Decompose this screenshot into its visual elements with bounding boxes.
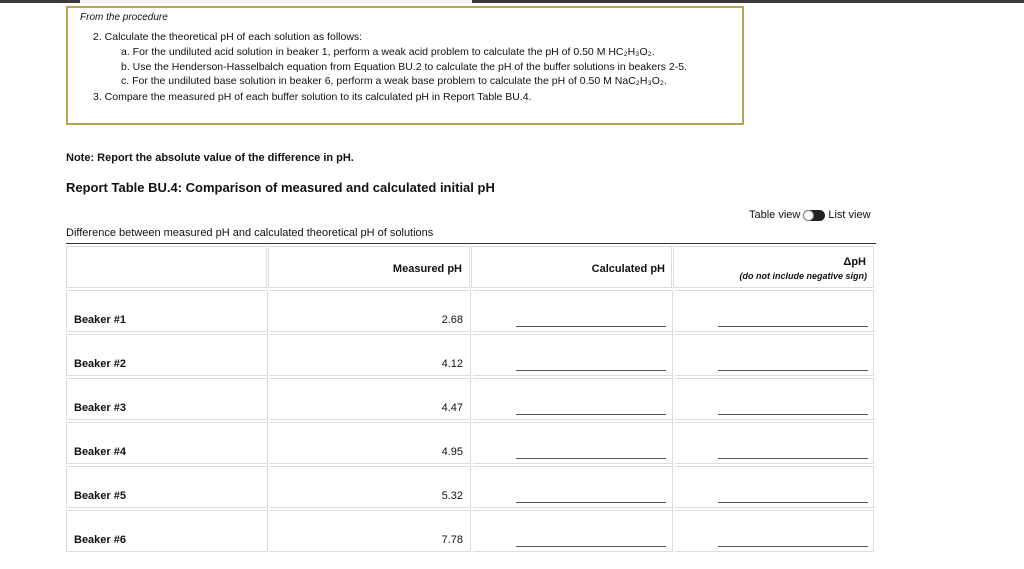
- row-label: Beaker #3: [74, 402, 126, 414]
- delta-ph-input[interactable]: [718, 502, 868, 503]
- procedure-step-2: 2. Calculate the theoretical pH of each solution as follows:: [93, 31, 363, 43]
- table-divider: [66, 243, 876, 244]
- delta-ph-input[interactable]: [718, 458, 868, 459]
- header-measured-cell: [268, 246, 470, 288]
- calculated-ph-input[interactable]: [516, 458, 666, 459]
- row-label: Beaker #5: [74, 490, 126, 502]
- report-table-title: Report Table BU.4: Comparison of measured and calculated initial pH: [66, 180, 495, 195]
- top-bar-gap: [80, 0, 472, 3]
- delta-ph-input[interactable]: [718, 326, 868, 327]
- header-delta-cell: [673, 246, 874, 288]
- procedure-title: From the procedure: [80, 12, 168, 23]
- calculated-ph-input[interactable]: [516, 326, 666, 327]
- delta-ph-input[interactable]: [718, 370, 868, 371]
- header-measured-ph: Measured pH: [392, 263, 462, 275]
- calculated-ph-input[interactable]: [516, 414, 666, 415]
- view-toggle-switch[interactable]: [803, 210, 825, 221]
- view-toggle: [749, 209, 871, 221]
- calculated-ph-input[interactable]: [516, 370, 666, 371]
- procedure-step-3: 3. Compare the measured pH of each buffer solution to its calculated pH in Report Table BU.4.: [93, 91, 532, 103]
- header-calculated-cell: [471, 246, 672, 288]
- note-text: Note: Report the absolute value of the difference in pH.: [66, 152, 354, 164]
- row-label: Beaker #2: [74, 358, 126, 370]
- header-delta-ph: ΔpH: [843, 256, 866, 268]
- header-delta-note: (do not include negative sign): [739, 271, 867, 281]
- measured-ph-value: 2.68: [441, 314, 463, 326]
- measured-ph-value: 4.47: [441, 402, 463, 414]
- delta-ph-input[interactable]: [718, 414, 868, 415]
- delta-ph-input[interactable]: [718, 546, 868, 547]
- measured-ph-value: 7.78: [441, 534, 463, 546]
- table-caption: Difference between measured pH and calculated theoretical pH of solutions: [66, 227, 434, 239]
- row-label: Beaker #6: [74, 534, 126, 546]
- list-view-label[interactable]: List view: [828, 209, 871, 221]
- header-calculated-ph: Calculated pH: [591, 263, 665, 275]
- calculated-ph-input[interactable]: [516, 502, 666, 503]
- row-label: Beaker #4: [74, 446, 126, 458]
- column-separator: [267, 290, 270, 552]
- procedure-step-2b: b. Use the Henderson-Hasselbalch equation from Equation BU.2 to calculate the pH of the buffer solutions in beakers 2-5.: [121, 61, 687, 73]
- procedure-step-2c: c. For the undiluted base solution in beaker 6, perform a weak base problem to calculate the pH of 0.50 M NaC₂H₃O₂.: [121, 75, 667, 87]
- procedure-box: [66, 6, 744, 125]
- measured-ph-value: 4.95: [441, 446, 463, 458]
- procedure-step-2a: a. For the undiluted acid solution in beaker 1, perform a weak acid problem to calculate the pH of 0.50 M HC₂H₃O₂.: [121, 46, 655, 58]
- table-view-label[interactable]: Table view: [749, 209, 801, 221]
- toggle-knob: [803, 210, 814, 221]
- header-corner-cell: [66, 246, 267, 288]
- measured-ph-value: 4.12: [441, 358, 463, 370]
- measured-ph-value: 5.32: [441, 490, 463, 502]
- calculated-ph-input[interactable]: [516, 546, 666, 547]
- column-separator: [672, 290, 675, 552]
- column-separator: [470, 290, 473, 552]
- row-label: Beaker #1: [74, 314, 126, 326]
